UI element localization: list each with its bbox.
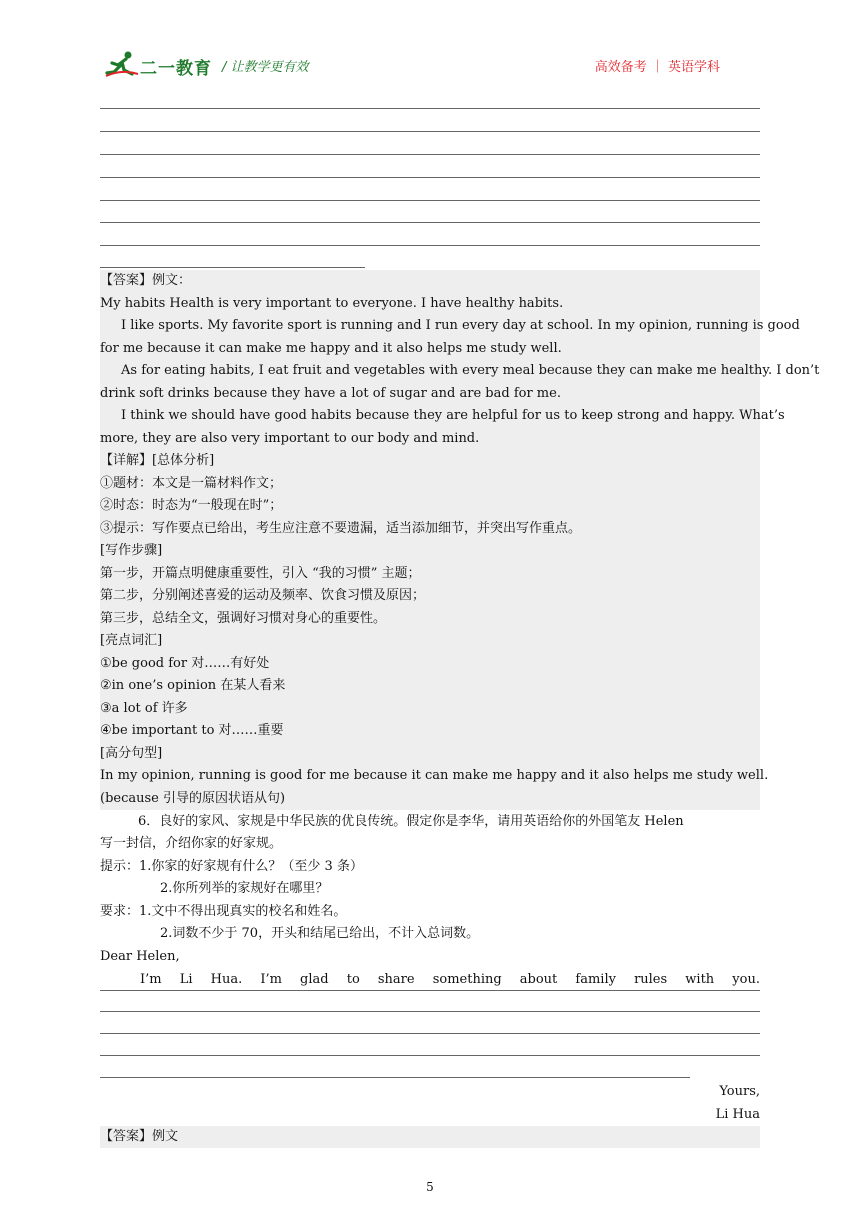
opening-word: with [685,972,715,987]
vocab-item: ④be important to 对……重要 [100,723,284,738]
question-text: 6．良好的家风、家规是中华民族的优良传统。假定你是李华，请用英语给你的外国笔友 Helen [138,814,684,829]
opening-word: about [519,972,558,987]
sentence-label: [高分句型] [100,746,163,761]
answer-label: 【答案】例文 [100,1129,179,1144]
detail-label: 【详解】[总体分析] [100,453,215,468]
essay-paragraph: As for eating habits, I eat fruit and vegetables with every meal because they can make me healthy. I don’t [121,363,820,378]
writing-line [100,1055,760,1056]
writing-line [100,154,760,155]
page-number: 5 [426,1180,434,1194]
letter-salutation: Dear Helen, [100,949,180,964]
runner-logo-icon [104,50,140,78]
essay-paragraph: more, they are also very important to our body and mind. [100,431,480,446]
opening-word: rules [634,972,668,987]
step-item: 第一步，开篇点明健康重要性，引入 “我的习惯” 主题； [100,566,421,581]
opening-word: Li [179,972,193,987]
opening-word: I’m [260,972,282,987]
opening-word: to [346,972,360,987]
writing-line [100,177,760,178]
vocab-item: ①be good for 对……有好处 [100,656,270,671]
requirement-item: 2.词数不少于 70，开头和结尾已给出，不计入总词数。 [160,926,480,941]
analysis-item: ①题材：本文是一篇材料作文； [100,476,283,491]
writing-line [100,267,365,268]
letter-opening-line [140,969,760,991]
step-item: 第三步，总结全文，强调好习惯对身心的重要性。 [100,611,387,626]
opening-word: glad [300,972,329,987]
essay-paragraph: for me because it can make me happy and it also helps me study well. [100,341,562,356]
essay-paragraph: I like sports. My favorite sport is running and I run every day at school. In my opinion, running is good [121,318,800,333]
hint-item: 2.你所列举的家规好在哪里？ [160,881,329,896]
writing-line [100,245,760,246]
step-item: 第二步，分别阐述喜爱的运动及频率、饮食习惯及原因； [100,588,426,603]
essay-paragraph: drink soft drinks because they have a lot of sugar and are bad for me. [100,386,561,401]
hint-item: 提示：1.你家的好家规有什么？（至少 3 条） [100,859,363,874]
analysis-item: ②时态：时态为“一般现在时”； [100,498,283,513]
writing-line [100,1077,690,1078]
writing-line [100,1011,760,1012]
opening-word: Hua. [210,972,243,987]
answer-section [100,1126,760,1148]
essay-paragraph: I think we should have good habits because they are helpful for us to keep strong and happy. What’s [121,408,785,423]
letter-signature: Li Hua [715,1107,760,1122]
writing-line [100,131,760,132]
requirement-item: 要求：1.文中不得出现真实的校名和姓名。 [100,904,347,919]
vocab-label: [亮点词汇] [100,633,163,648]
logo-text: 二一教育 [140,59,212,79]
subject-label: 高效备考 ｜ 英语学科 [594,60,720,75]
steps-label: [写作步骤] [100,543,163,558]
opening-word: you. [732,972,760,987]
writing-line [100,990,760,991]
writing-line [100,222,760,223]
slogan: / 让教学更有效 [222,60,309,75]
opening-word: share [377,972,415,987]
question-text: 写一封信，介绍你家的好家规。 [100,836,283,851]
page-header [100,44,760,84]
highlight-sentence: In my opinion, running is good for me because it can make me happy and it also helps me study well. [100,768,769,783]
letter-closing: Yours, [719,1084,760,1099]
writing-line [100,1033,760,1034]
vocab-item: ③a lot of 许多 [100,701,188,716]
opening-word: something [432,972,502,987]
writing-line [100,108,760,109]
vocab-item: ②in one’s opinion 在某人看来 [100,678,286,693]
writing-line [100,200,760,201]
essay-title-line: My habits Health is very important to everyone. I have healthy habits. [100,296,564,311]
answer-label: 【答案】例文： [100,273,192,288]
analysis-item: ③提示：写作要点已给出，考生应注意不要遗漏，适当添加细节，并突出写作重点。 [100,521,582,536]
sentence-note: (because 引导的原因状语从句) [100,791,286,806]
opening-word: family [575,972,616,987]
opening-word: I’m [140,972,162,987]
